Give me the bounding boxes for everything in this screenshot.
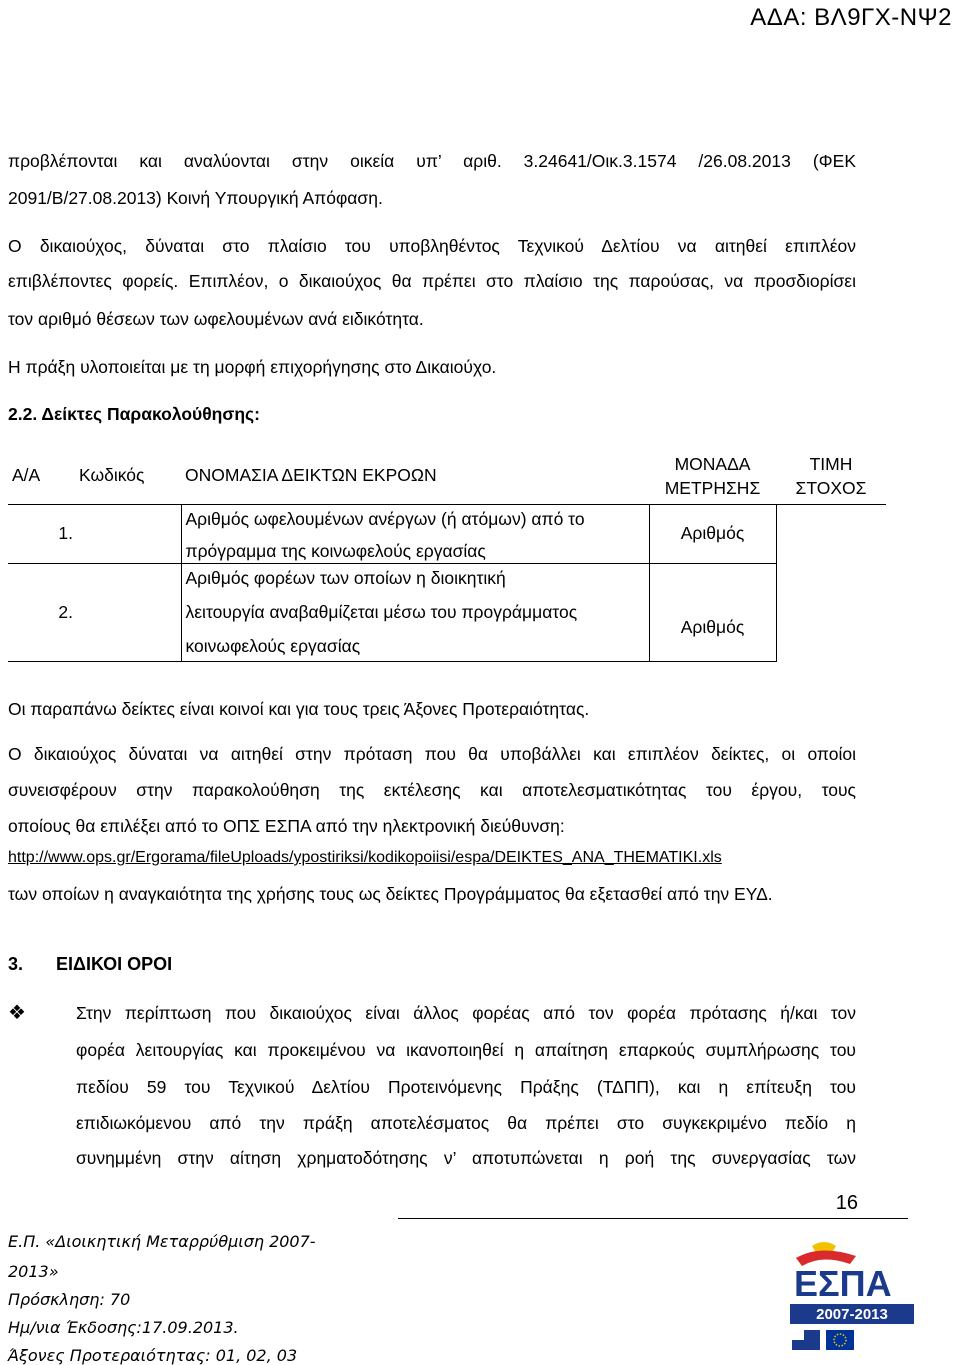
eu-flag-icon [826,1330,854,1350]
header-aa: Α/Α [12,465,41,486]
row-1-unit: Αριθμός [649,504,776,563]
header-unit-line-2: ΜΕΤΡΗΣΗΣ [664,477,761,498]
paragraph-2-line-2: επιβλέποντες φορείς. Επιπλέον, ο δικαιούχος θα πρέπει στο πλαίσιο της παρούσας, να προσδιορίσει [8,271,856,291]
section-3-title: ΕΙΔΙΚΟΙ ΟΡΟΙ [56,954,173,974]
row-1-name [181,504,649,563]
footer-line-2: 2013» [8,1262,59,1281]
paragraph-5-line-3: οποίους θα επιλέξει από το ΟΠΣ ΕΣΠΑ από την ηλεκτρονική διεύθυνση: [8,816,565,836]
page-number: 16 [835,1192,858,1214]
espa-logo [790,1240,930,1360]
row-2-target [776,563,886,661]
deiktes-link[interactable]: http://www.ops.gr/Ergorama/fileUploads/ypostiriksi/kodikopoiisi/espa/DEIKTES_ANA_THEMATIKI.xls [8,849,722,866]
ada-code: ΑΔΑ: ΒΛ9ΓΧ-ΝΨ2 [750,4,952,31]
bullet-line-5: συνημμένη στην αίτηση χρηματοδότησης ν’ αποτυπώνεται η ροή της συνεργασίας των [76,1148,856,1168]
row-2-code [75,563,181,661]
table-row [8,504,886,563]
header-target-line-2: ΣΤΟΧΟΣ [795,477,867,498]
row-1-target [776,504,886,563]
header-target-line-1: ΤΙΜΗ [809,453,853,474]
row-1-name-line-1: Αριθμός ωφελουμένων ανέργων (ή ατόμων) από το [185,508,585,529]
bullet-line-2: φορέα λειτουργίας και προκειμένου να ικανοποιηθεί η απαίτηση επαρκούς συμπλήρωσης του [76,1040,856,1060]
header-target [776,448,886,504]
row-2-unit: Αριθμός [649,563,776,661]
paragraph-6: των οποίων η αναγκαιότητα της χρήσης τους ως δείκτες Προγράμματος θα εξετασθεί από την ΕΥΔ. [8,884,773,904]
table-row [8,563,886,661]
section-3-number: 3. [8,954,24,974]
bullet-line-4: επιδιωκόμενου από την πράξη αποτελέσματος θα πρέπει στο συγκεκριμένο πεδίο η [76,1113,856,1133]
logo-text: ΕΣΠΑ [794,1263,892,1304]
paragraph-2-line-1: Ο δικαιούχος, δύναται στο πλαίσιο του υποβληθέντος Τεχνικού Δελτίου να αιτηθεί επιπλέον [8,236,856,256]
paragraph-1-line-1: προβλέπονται και αναλύονται στην οικεία υπ’ αριθ. 3.24641/Οικ.3.1574 /26.08.2013 (ΦΕΚ [8,151,856,171]
footer-line-4: Ημ/νια Έκδοσης:17.09.2013. [8,1318,239,1337]
footer-line-1: Ε.Π. «Διοικητική Μεταρρύθμιση 2007- [8,1232,316,1251]
section-2-2-heading: 2.2. Δείκτες Παρακολούθησης: [8,404,260,424]
logo-years: 2007-2013 [816,1306,888,1323]
row-2-aa [8,563,75,661]
bullet-line-1: Στην περίπτωση που δικαιούχος είναι άλλος φορέας από τον φορέα πρότασης ή/και τον [76,1003,856,1023]
footer-line-5: Άξονες Προτεραιότητας: 01, 02, 03 [8,1346,298,1365]
footer-line-3: Πρόσκληση: 70 [8,1290,131,1309]
header-name: ΟΝΟΜΑΣΙΑ ΔΕΙΚΤΩΝ ΕΚΡΟΩΝ [185,465,437,486]
paragraph-5-line-2: συνεισφέρουν στην παρακολούθηση της εκτέλεσης και αποτελεσματικότητας του έργου, τους [8,780,856,800]
header-unit [649,448,776,504]
paragraph-5-line-1: Ο δικαιούχος δύναται να αιτηθεί στην πρόταση που θα υποβάλλει και επιπλέον δείκτες, οι οποίοι [8,744,856,764]
table-header-row [8,448,886,504]
row-2-aa-value: 2. [58,601,73,622]
diamond-bullet-icon: ❖ [8,1002,26,1024]
footer-divider [398,1218,908,1219]
paragraph-3: Η πράξη υλοποιείται με τη μορφή επιχορήγησης στο Δικαιούχο. [8,357,497,377]
row-1-name-line-2: πρόγραμμα της κοινωφελούς εργασίας [185,540,486,561]
row-2-name-line-2: λειτουργία αναβαθμίζεται μέσω του προγράμματος [185,601,578,622]
row-1-aa-value: 1. [58,523,73,543]
row-2-name-line-3: κοινωφελούς εργασίας [185,635,361,656]
paragraph-1-line-2: 2091/Β/27.08.2013) Κοινή Υπουργική Απόφαση. [8,188,383,208]
row-1-aa [8,504,75,563]
indicators-table [8,448,886,662]
bullet-line-3: πεδίου 59 του Τεχνικού Δελτίου Προτεινόμενης Πράξης (ΤΔΠΠ), και η επίτευξη του [76,1077,856,1097]
greek-flag-cross-icon [792,1330,804,1340]
header-unit-line-1: ΜΟΝΑΔΑ [674,453,751,474]
row-2-name-line-1: Αριθμός φορέων των οποίων η διοικητική [185,567,506,588]
paragraph-2-line-3: τον αριθμό θέσεων των ωφελουμένων ανά ειδικότητα. [8,309,424,329]
paragraph-4: Οι παραπάνω δείκτες είναι κοινοί και για τους τρεις Άξονες Προτεραιότητας. [8,699,590,719]
section-3-heading [8,954,172,975]
row-1-code [75,504,181,563]
header-code: Κωδικός [79,465,145,486]
row-2-name [181,563,649,661]
